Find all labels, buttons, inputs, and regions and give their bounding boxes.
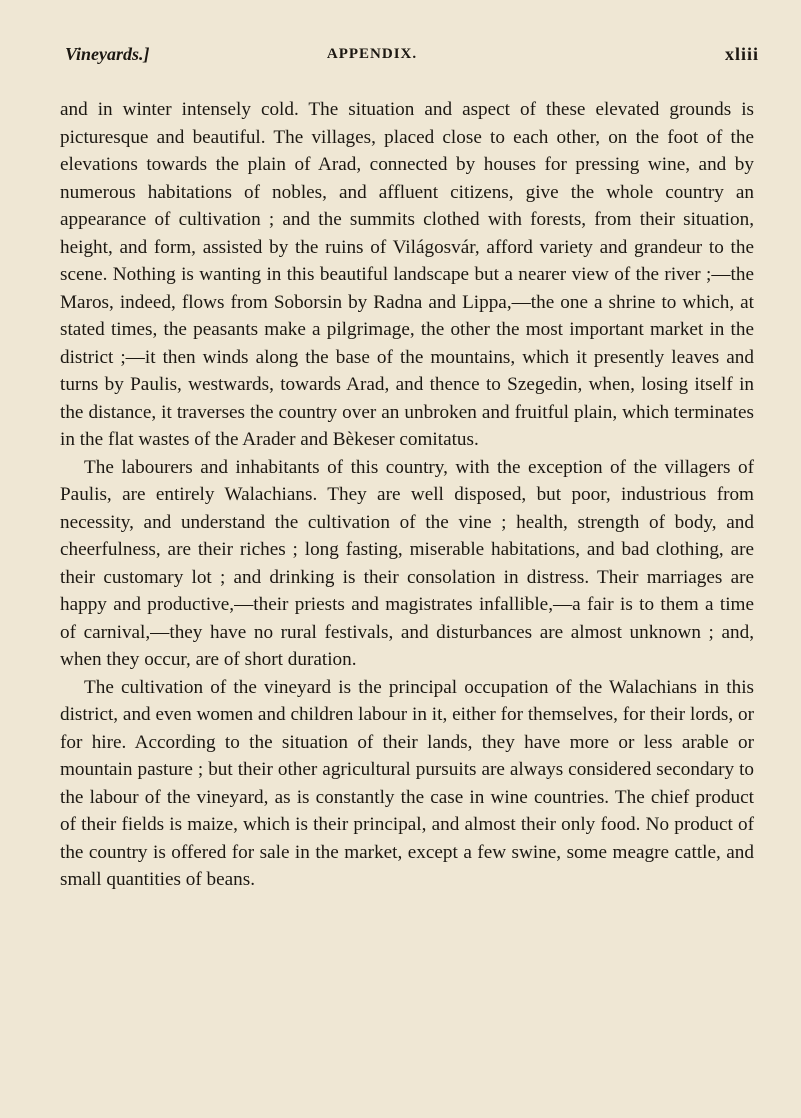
- paragraph-cultivation: The cultivation of the vineyard is the principal occupation of the Walachians in this district, and even women and children labour in it, either for themselves, for their lords, or for hire. According to the situation of their lands, they have more or less arable or mountain pasture ; but their other agricultural pursuits are always considered secondary to the labour of the vineyard, as is constantly the case in wine countries. The chief product of their fields is maize, which is their principal, and almost their only food. No product of the country is offered for sale in the market, except a few swine, some meagre cattle, and small quantities of beans.: [60, 676, 754, 890]
- section-title: Vineyards.]: [65, 44, 150, 64]
- body-text: [55, 96, 754, 894]
- paragraph-continued: and in winter intensely cold. The situation and aspect of these elevated grounds is picturesque and beautiful. The villages, placed close to each other, on the foot of the elevations towards the plain of Arad, connected by houses for pressing wine, and by numerous habitations of nobles, and affluent citizens, give the whole country an appearance of cultivation ; and the summits clothed with forests, from their situation, height, and form, assisted by the ruins of Világosvár, afford variety and grandeur to the scene. Nothing is wanting in this beautiful landscape but a nearer view of the river ;—the Maros, indeed, flows from Soborsin by Radna and Lippa,—the one a shrine to which, at stated times, the peasants make a pilgrimage, the other the most important market in the district ;—it then winds along the base of the mountains, which it presently leaves and turns by Paulis, westwards, towards Arad, and thence to Szegedin, when, losing itself in the distance, it traverses the country over an unbroken and fruitful plain, which terminates in the flat wastes of the Arader and Bèkeser comitatus.: [60, 99, 754, 450]
- running-title: APPENDIX.: [326, 46, 418, 62]
- running-head: [55, 36, 759, 72]
- paragraph-labourers: The labourers and inhabitants of this country, with the exception of the villagers of Paulis, are entirely Walachians. They are well disposed, but poor, industrious from necessity, and understand the cultivation of the vine ; health, strength of body, and cheerfulness, are their riches ; long fasting, miserable habitations, and bad clothing, are their customary lot ; and drinking is their consolation in distress. Their marriages are happy and productive,—their priests and magistrates infallible,—a fair is to them a time of carnival,—they have no rural festivals, and disturbances are almost unknown ; and, when they occur, are of short duration.: [60, 456, 754, 670]
- book-page: [55, 36, 759, 894]
- page-number: xliii: [724, 44, 759, 64]
